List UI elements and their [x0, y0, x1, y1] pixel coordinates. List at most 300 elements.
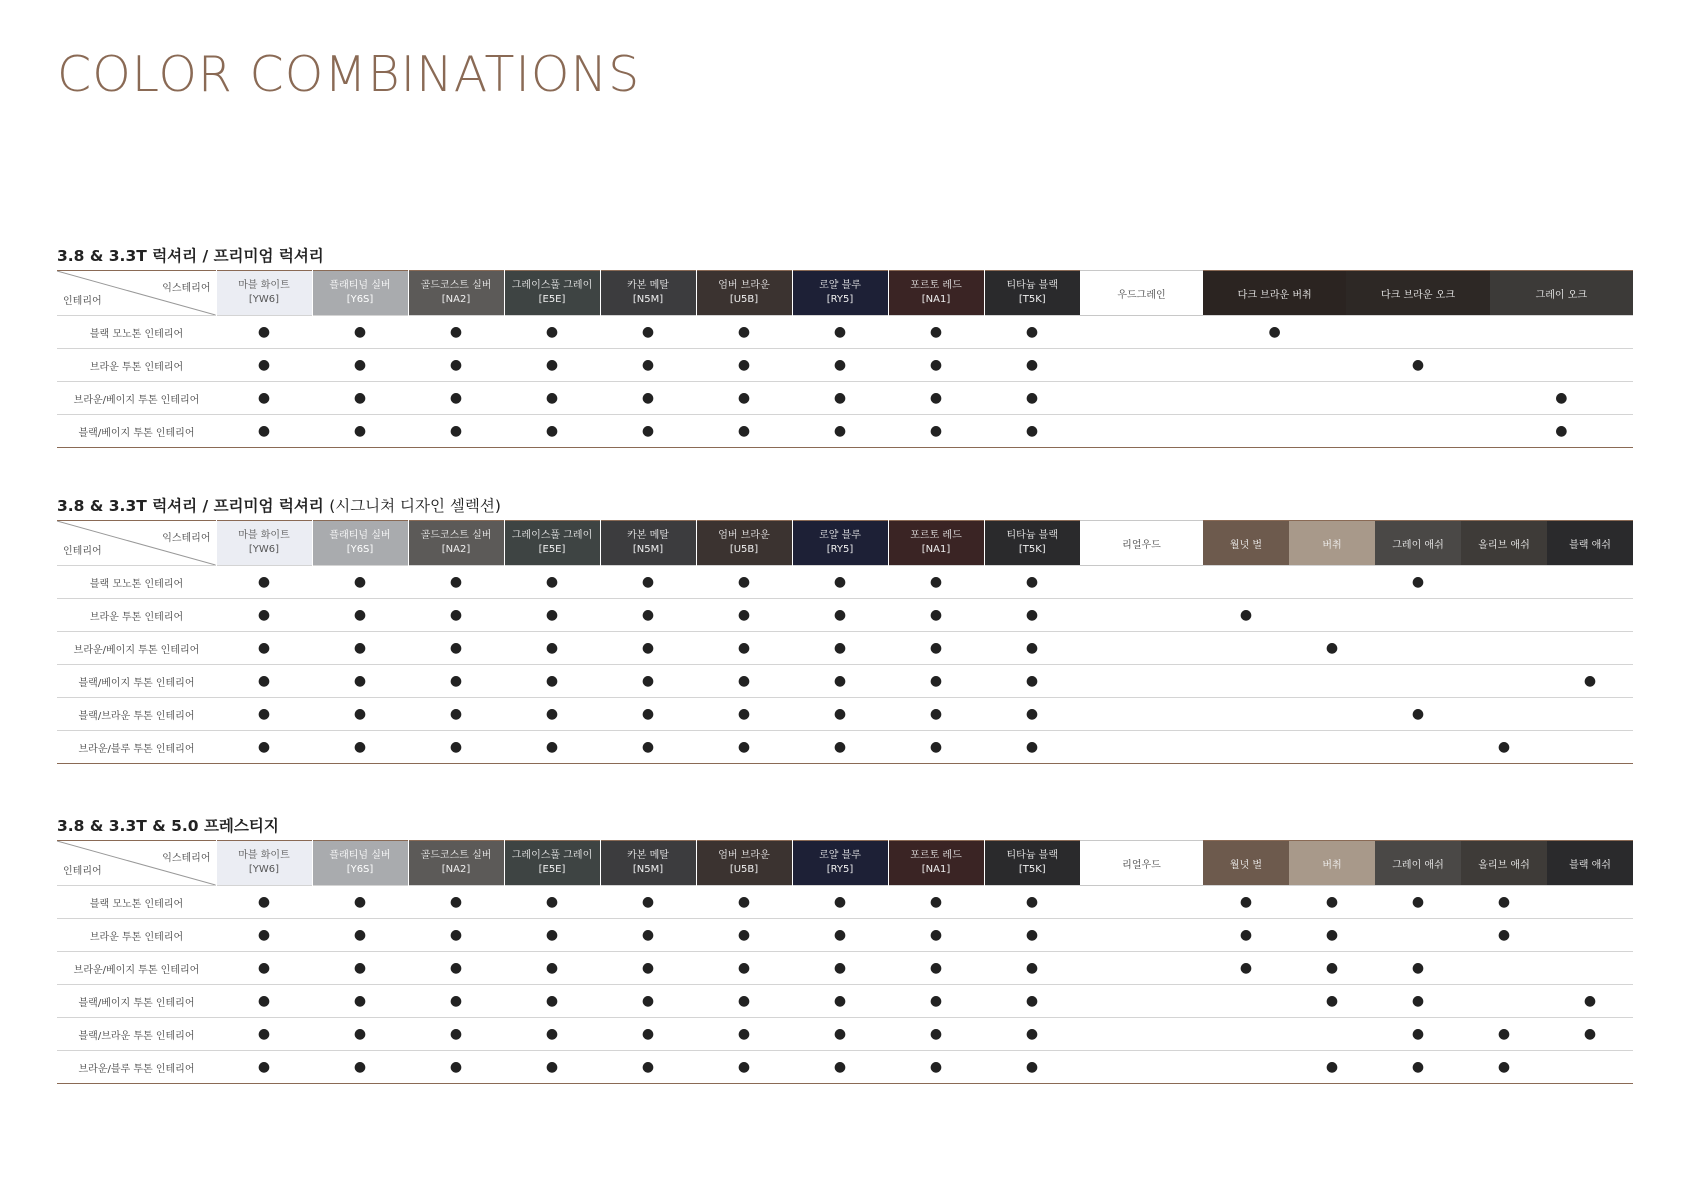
availability-dot: ● — [833, 390, 847, 406]
availability-cell — [696, 566, 792, 599]
wood-availability-cell — [1461, 566, 1547, 599]
availability-cell — [600, 599, 696, 632]
wood-availability-cell — [1375, 952, 1461, 985]
availability-dot: ● — [929, 423, 943, 439]
availability-dot: ● — [641, 357, 655, 373]
wood-availability-cell — [1203, 1051, 1289, 1084]
availability-dot: ● — [833, 324, 847, 340]
availability-dot: ● — [1497, 1059, 1511, 1075]
interior-row — [57, 985, 1633, 1018]
availability-cell — [600, 316, 696, 349]
availability-cell — [696, 599, 792, 632]
combination-table — [57, 270, 1633, 448]
availability-dot: ● — [641, 423, 655, 439]
wood-availability-cell — [1375, 731, 1461, 764]
availability-dot: ● — [833, 607, 847, 623]
availability-cell — [216, 919, 312, 952]
availability-cell — [984, 566, 1080, 599]
availability-dot: ● — [449, 894, 463, 910]
availability-dot: ● — [833, 739, 847, 755]
availability-dot: ● — [1325, 960, 1339, 976]
availability-dot: ● — [1025, 960, 1039, 976]
availability-cell — [216, 1018, 312, 1051]
availability-cell — [312, 566, 408, 599]
exterior-color-code: [U5B] — [729, 294, 759, 305]
availability-dot: ● — [1411, 574, 1425, 590]
exterior-color-header — [984, 841, 1080, 886]
wood-availability-cell — [1547, 886, 1633, 919]
availability-dot: ● — [833, 960, 847, 976]
availability-cell — [600, 985, 696, 1018]
availability-cell — [888, 952, 984, 985]
wood-availability-cell — [1346, 316, 1489, 349]
availability-dot: ● — [1325, 993, 1339, 1009]
interior-row — [57, 415, 1633, 448]
availability-dot: ● — [1411, 894, 1425, 910]
exterior-color-code: [NA1] — [921, 294, 951, 305]
availability-cell — [504, 985, 600, 1018]
wood-availability-cell — [1490, 415, 1633, 448]
interior-row — [57, 1018, 1633, 1051]
section-title — [57, 814, 279, 838]
availability-cell — [504, 919, 600, 952]
availability-dot: ● — [1497, 927, 1511, 943]
exterior-color-code: [NA1] — [921, 544, 951, 555]
availability-cell — [696, 731, 792, 764]
availability-dot: ● — [641, 960, 655, 976]
wood-availability-cell — [1461, 599, 1547, 632]
availability-cell — [312, 698, 408, 731]
separator-cell — [1080, 316, 1203, 349]
availability-dot: ● — [641, 390, 655, 406]
exterior-color-header — [888, 271, 984, 316]
section-title — [57, 244, 324, 268]
availability-dot: ● — [353, 324, 367, 340]
wood-availability-cell — [1203, 632, 1289, 665]
separator-cell — [1080, 632, 1203, 665]
availability-dot: ● — [1497, 894, 1511, 910]
availability-dot: ● — [257, 607, 271, 623]
wood-availability-cell — [1461, 731, 1547, 764]
availability-dot: ● — [257, 894, 271, 910]
availability-cell — [312, 919, 408, 952]
exterior-color-name: 골드코스트 실버 — [420, 850, 492, 861]
availability-dot: ● — [641, 673, 655, 689]
availability-dot: ● — [257, 993, 271, 1009]
separator-cell — [1080, 952, 1203, 985]
exterior-color-header — [792, 271, 888, 316]
availability-cell — [696, 632, 792, 665]
section-subtitle: (시그니쳐 디자인 셀렉션) — [329, 497, 501, 515]
wood-availability-cell — [1346, 415, 1489, 448]
availability-cell — [216, 985, 312, 1018]
interior-row — [57, 886, 1633, 919]
exterior-color-name: 포르토 레드 — [910, 850, 962, 861]
availability-dot: ● — [353, 960, 367, 976]
availability-dot: ● — [1411, 993, 1425, 1009]
availability-cell — [792, 382, 888, 415]
availability-cell — [504, 665, 600, 698]
availability-dot: ● — [929, 390, 943, 406]
availability-dot: ● — [545, 324, 559, 340]
header-row — [57, 841, 1633, 886]
availability-dot: ● — [737, 607, 751, 623]
separator-cell — [1080, 599, 1203, 632]
availability-cell — [408, 349, 504, 382]
exterior-color-header — [696, 521, 792, 566]
interior-row — [57, 632, 1633, 665]
availability-dot: ● — [1555, 390, 1568, 406]
availability-cell — [984, 349, 1080, 382]
wood-availability-cell — [1461, 1051, 1547, 1084]
wood-trim-header: 그레이 애쉬 — [1375, 841, 1461, 886]
wood-availability-cell — [1375, 632, 1461, 665]
availability-dot: ● — [1411, 1026, 1425, 1042]
exterior-color-header — [696, 841, 792, 886]
exterior-color-header — [312, 841, 408, 886]
availability-cell — [696, 382, 792, 415]
wood-availability-cell — [1203, 919, 1289, 952]
availability-dot: ● — [1025, 574, 1039, 590]
separator-cell — [1080, 985, 1203, 1018]
availability-cell — [504, 952, 600, 985]
wood-availability-cell — [1375, 1018, 1461, 1051]
exterior-color-header — [600, 271, 696, 316]
availability-cell — [312, 316, 408, 349]
availability-cell — [984, 382, 1080, 415]
availability-dot: ● — [545, 739, 559, 755]
availability-cell — [696, 985, 792, 1018]
exterior-color-header — [216, 521, 312, 566]
availability-cell — [696, 1018, 792, 1051]
availability-cell — [888, 415, 984, 448]
availability-cell — [600, 382, 696, 415]
wood-trim-header: 블랙 애쉬 — [1547, 521, 1633, 566]
availability-cell — [600, 919, 696, 952]
exterior-color-code: [E5E] — [538, 294, 566, 305]
availability-cell — [216, 415, 312, 448]
availability-cell — [600, 1018, 696, 1051]
availability-dot: ● — [833, 640, 847, 656]
availability-dot: ● — [737, 640, 751, 656]
availability-dot: ● — [257, 390, 271, 406]
availability-dot: ● — [1025, 993, 1039, 1009]
availability-dot: ● — [833, 357, 847, 373]
exterior-color-code: [NA1] — [921, 864, 951, 875]
wood-availability-cell — [1547, 698, 1633, 731]
separator-cell — [1080, 1018, 1203, 1051]
exterior-color-header — [792, 521, 888, 566]
availability-dot: ● — [545, 1026, 559, 1042]
availability-dot: ● — [929, 1059, 943, 1075]
exterior-color-name: 골드코스트 실버 — [420, 530, 492, 541]
availability-cell — [216, 1051, 312, 1084]
availability-cell — [504, 349, 600, 382]
wood-availability-cell — [1203, 665, 1289, 698]
separator-cell — [1080, 382, 1203, 415]
availability-cell — [984, 415, 1080, 448]
wood-availability-cell — [1547, 985, 1633, 1018]
wood-availability-cell — [1461, 919, 1547, 952]
wood-trim-header: 다크 브라운 버취 — [1203, 271, 1346, 316]
wood-availability-cell — [1375, 599, 1461, 632]
availability-cell — [888, 566, 984, 599]
availability-cell — [792, 698, 888, 731]
wood-trim-header: 다크 브라운 오크 — [1346, 271, 1489, 316]
exterior-color-code: [Y6S] — [346, 544, 374, 555]
availability-dot: ● — [449, 390, 463, 406]
availability-dot: ● — [353, 423, 367, 439]
availability-cell — [408, 952, 504, 985]
availability-cell — [696, 886, 792, 919]
exterior-color-header — [408, 521, 504, 566]
wood-availability-cell — [1547, 665, 1633, 698]
exterior-color-header — [312, 271, 408, 316]
wood-availability-cell — [1203, 1018, 1289, 1051]
exterior-color-code: [Y6S] — [346, 294, 374, 305]
wood-trim-header: 월넛 벌 — [1203, 841, 1289, 886]
availability-dot: ● — [353, 1026, 367, 1042]
availability-cell — [792, 665, 888, 698]
availability-dot: ● — [449, 960, 463, 976]
section-title — [57, 494, 501, 518]
availability-dot: ● — [1025, 1059, 1039, 1075]
availability-cell — [504, 382, 600, 415]
availability-cell — [312, 1051, 408, 1084]
exterior-color-name: 로얄 블루 — [819, 850, 861, 861]
availability-cell — [984, 1051, 1080, 1084]
exterior-color-name: 로얄 블루 — [819, 530, 861, 541]
interior-row — [57, 566, 1633, 599]
exterior-color-name: 플래티넘 실버 — [329, 850, 391, 861]
wood-trim-header: 버취 — [1289, 841, 1375, 886]
exterior-color-name: 티타늄 블랙 — [1006, 280, 1058, 291]
exterior-color-header — [984, 521, 1080, 566]
availability-cell — [312, 415, 408, 448]
availability-dot: ● — [833, 423, 847, 439]
availability-cell — [600, 698, 696, 731]
availability-dot: ● — [1025, 673, 1039, 689]
availability-cell — [312, 731, 408, 764]
availability-dot: ● — [449, 607, 463, 623]
availability-cell — [216, 382, 312, 415]
exterior-color-code: [E5E] — [538, 864, 566, 875]
exterior-axis-label: 익스테리어 — [162, 853, 211, 864]
availability-dot: ● — [929, 324, 943, 340]
wood-availability-cell — [1289, 566, 1375, 599]
section-title-text: 3.8 & 3.3T 럭셔리 / 프리미엄 럭셔리 — [57, 497, 324, 515]
wood-availability-cell — [1289, 1051, 1375, 1084]
wood-availability-cell — [1203, 731, 1289, 764]
exterior-color-name: 그레이스풀 그레이 — [511, 530, 593, 541]
availability-dot: ● — [737, 927, 751, 943]
wood-availability-cell — [1461, 698, 1547, 731]
interior-row — [57, 731, 1633, 764]
availability-dot: ● — [257, 927, 271, 943]
separator-cell — [1080, 349, 1203, 382]
availability-dot: ● — [641, 1059, 655, 1075]
availability-dot: ● — [257, 673, 271, 689]
exterior-color-name: 카본 메탈 — [627, 280, 669, 291]
availability-cell — [600, 566, 696, 599]
availability-dot: ● — [545, 390, 559, 406]
availability-cell — [888, 919, 984, 952]
separator-cell — [1080, 919, 1203, 952]
availability-cell — [888, 632, 984, 665]
interior-label: 블랙/브라운 투톤 인테리어 — [57, 698, 216, 731]
availability-dot: ● — [833, 1059, 847, 1075]
availability-dot: ● — [1583, 1026, 1597, 1042]
availability-dot: ● — [545, 993, 559, 1009]
wood-availability-cell — [1346, 349, 1489, 382]
availability-cell — [312, 665, 408, 698]
availability-dot: ● — [449, 1026, 463, 1042]
availability-cell — [216, 886, 312, 919]
exterior-color-code: [Y6S] — [346, 864, 374, 875]
exterior-axis-label: 익스테리어 — [162, 283, 211, 294]
availability-dot: ● — [929, 357, 943, 373]
availability-dot: ● — [545, 673, 559, 689]
exterior-color-header — [600, 841, 696, 886]
availability-cell — [984, 599, 1080, 632]
availability-dot: ● — [833, 993, 847, 1009]
interior-label: 브라운/블루 투톤 인테리어 — [57, 731, 216, 764]
availability-dot: ● — [641, 1026, 655, 1042]
separator-cell — [1080, 1051, 1203, 1084]
availability-dot: ● — [929, 894, 943, 910]
corner-cell — [57, 271, 216, 316]
availability-dot: ● — [833, 927, 847, 943]
wood-availability-cell — [1547, 919, 1633, 952]
availability-dot: ● — [641, 927, 655, 943]
availability-dot: ● — [449, 993, 463, 1009]
availability-cell — [984, 632, 1080, 665]
availability-cell — [600, 1051, 696, 1084]
separator-cell — [1080, 415, 1203, 448]
availability-cell — [216, 665, 312, 698]
exterior-color-header — [504, 271, 600, 316]
availability-cell — [600, 632, 696, 665]
availability-cell — [312, 1018, 408, 1051]
availability-dot: ● — [1025, 357, 1039, 373]
availability-dot: ● — [545, 574, 559, 590]
availability-dot: ● — [929, 739, 943, 755]
availability-dot: ● — [929, 640, 943, 656]
wood-availability-cell — [1547, 1051, 1633, 1084]
availability-dot: ● — [737, 673, 751, 689]
exterior-color-name: 마블 화이트 — [238, 280, 290, 291]
availability-dot: ● — [1411, 706, 1425, 722]
availability-dot: ● — [449, 927, 463, 943]
wood-availability-cell — [1461, 632, 1547, 665]
availability-cell — [312, 985, 408, 1018]
availability-cell — [792, 599, 888, 632]
availability-dot: ● — [257, 640, 271, 656]
interior-row — [57, 1051, 1633, 1084]
exterior-color-header — [408, 841, 504, 886]
availability-dot: ● — [1025, 1026, 1039, 1042]
interior-label: 브라운/베이지 투톤 인테리어 — [57, 382, 216, 415]
wood-availability-cell — [1461, 886, 1547, 919]
availability-cell — [408, 632, 504, 665]
wood-availability-cell — [1289, 632, 1375, 665]
wood-availability-cell — [1547, 1018, 1633, 1051]
wood-availability-cell — [1203, 316, 1346, 349]
availability-dot: ● — [449, 706, 463, 722]
exterior-color-header — [408, 271, 504, 316]
availability-dot: ● — [737, 739, 751, 755]
exterior-color-name: 마블 화이트 — [238, 850, 290, 861]
availability-dot: ● — [353, 706, 367, 722]
availability-dot: ● — [929, 706, 943, 722]
availability-dot: ● — [353, 993, 367, 1009]
availability-cell — [888, 316, 984, 349]
corner-cell — [57, 521, 216, 566]
availability-cell — [888, 665, 984, 698]
availability-dot: ● — [737, 324, 751, 340]
availability-dot: ● — [641, 706, 655, 722]
interior-label: 블랙 모노톤 인테리어 — [57, 316, 216, 349]
exterior-color-name: 카본 메탈 — [627, 850, 669, 861]
availability-dot: ● — [545, 706, 559, 722]
header-row — [57, 521, 1633, 566]
wood-availability-cell — [1375, 698, 1461, 731]
wood-availability-cell — [1547, 952, 1633, 985]
interior-row — [57, 698, 1633, 731]
availability-dot: ● — [257, 574, 271, 590]
exterior-color-code: [N5M] — [632, 864, 664, 875]
availability-cell — [504, 316, 600, 349]
availability-cell — [408, 1051, 504, 1084]
interior-label: 블랙/베이지 투톤 인테리어 — [57, 415, 216, 448]
availability-cell — [504, 415, 600, 448]
interior-row — [57, 382, 1633, 415]
wood-trim-header: 블랙 애쉬 — [1547, 841, 1633, 886]
interior-label: 블랙 모노톤 인테리어 — [57, 886, 216, 919]
exterior-color-code: [YW6] — [248, 544, 280, 555]
availability-cell — [312, 886, 408, 919]
exterior-color-code: [RY5] — [826, 864, 854, 875]
exterior-color-name: 마블 화이트 — [238, 530, 290, 541]
exterior-color-name: 골드코스트 실버 — [420, 280, 492, 291]
availability-cell — [984, 919, 1080, 952]
exterior-color-name: 엄버 브라운 — [718, 850, 770, 861]
interior-row — [57, 316, 1633, 349]
section-title-text: 3.8 & 3.3T & 5.0 프레스티지 — [57, 817, 279, 835]
availability-dot: ● — [353, 927, 367, 943]
wood-trim-header: 월넛 벌 — [1203, 521, 1289, 566]
exterior-color-header — [312, 521, 408, 566]
availability-cell — [792, 919, 888, 952]
availability-cell — [792, 566, 888, 599]
availability-dot: ● — [1025, 640, 1039, 656]
availability-dot: ● — [449, 423, 463, 439]
availability-cell — [792, 1018, 888, 1051]
separator-cell — [1080, 665, 1203, 698]
interior-label: 브라운/베이지 투톤 인테리어 — [57, 632, 216, 665]
availability-cell — [408, 731, 504, 764]
availability-dot: ● — [1025, 423, 1039, 439]
wood-availability-cell — [1203, 349, 1346, 382]
interior-axis-label: 인테리어 — [63, 546, 102, 557]
availability-cell — [792, 415, 888, 448]
availability-cell — [792, 349, 888, 382]
wood-type-header: 우드그레인 — [1080, 271, 1203, 316]
availability-dot: ● — [737, 960, 751, 976]
availability-dot: ● — [833, 574, 847, 590]
wood-availability-cell — [1203, 599, 1289, 632]
availability-dot: ● — [257, 324, 271, 340]
